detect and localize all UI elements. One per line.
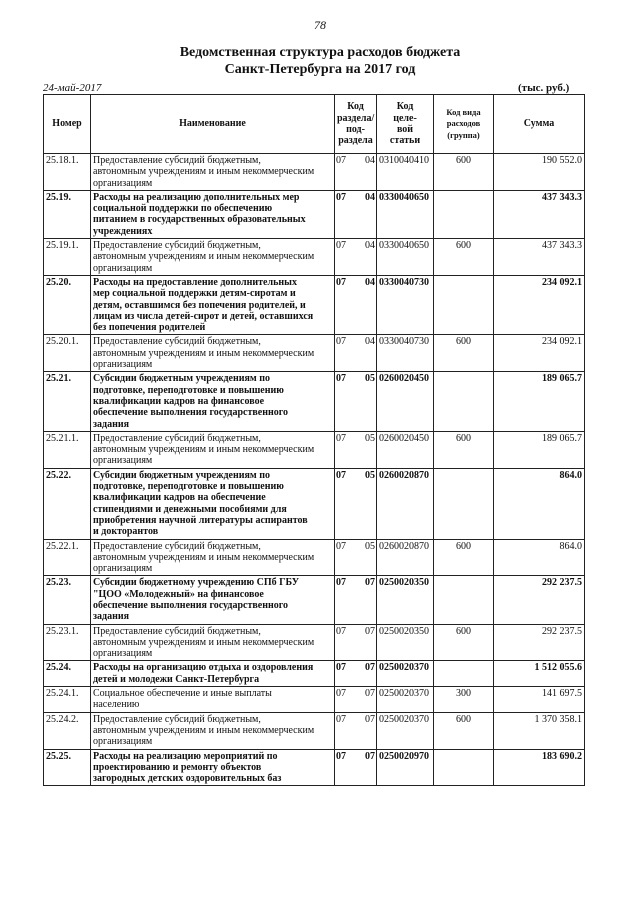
header-section-line: под-: [346, 124, 365, 135]
row-number: 25.24.: [44, 661, 91, 687]
row-name-line: задания: [93, 418, 130, 430]
title-line-1: Ведомственная структура расходов бюджета: [179, 45, 461, 60]
row-sum: 190 552.0: [494, 154, 585, 191]
row-name-line: "ЦОО «Молодежный» на финансовое: [93, 588, 264, 600]
row-article-code: 0330040730: [377, 335, 434, 372]
row-subsection: 05: [365, 373, 375, 385]
header-article-line: статьи: [389, 135, 421, 147]
row-expense-type: 600: [434, 539, 494, 576]
row-name: [91, 712, 335, 749]
header-article-line: Код: [396, 101, 414, 113]
row-name: [91, 335, 335, 372]
row-name-line: обеспечение выполнения государственного: [93, 407, 289, 419]
row-name: [91, 239, 335, 276]
row-section-code: [335, 624, 377, 661]
row-sum: 183 690.2: [494, 749, 585, 786]
row-article-code: 0330040650: [377, 190, 434, 238]
table-row: [44, 712, 585, 749]
row-section-code: [335, 335, 377, 372]
row-name-line: населению: [93, 699, 140, 711]
row-section: 07: [336, 540, 346, 552]
row-section-code: [335, 712, 377, 749]
document-date: 24-май-2017: [43, 82, 102, 94]
table-row: [44, 624, 585, 661]
row-number: 25.23.1.: [44, 624, 91, 661]
row-expense-type: [434, 576, 494, 624]
row-subsection: 04: [365, 336, 375, 348]
row-name-line: организациям: [93, 455, 153, 467]
row-name-line: Расходы на организацию отдыха и оздоровления: [93, 662, 314, 674]
row-name-line: организациям: [93, 648, 153, 660]
row-expense-type: [434, 661, 494, 687]
row-sum: 234 092.1: [494, 335, 585, 372]
row-expense-type: 600: [434, 712, 494, 749]
row-section-code: [335, 372, 377, 431]
row-section-code: [335, 539, 377, 576]
row-name-line: детям, оставшимся без попечения родителей, и: [93, 299, 306, 311]
row-number: 25.21.: [44, 372, 91, 431]
row-name-line: Предоставление субсидий бюджетным,: [93, 336, 261, 348]
page-number: 78: [314, 18, 326, 32]
units-label: (тыс. руб.): [518, 82, 570, 94]
row-number: 25.23.: [44, 576, 91, 624]
row-expense-type: 300: [434, 687, 494, 713]
row-section: 07: [336, 240, 346, 252]
row-article-code: 0250020370: [377, 661, 434, 687]
table-row: [44, 576, 585, 624]
row-section: 07: [336, 155, 346, 166]
row-expense-type: 600: [434, 335, 494, 372]
row-name: [91, 372, 335, 431]
row-sum: 141 697.5: [494, 687, 585, 713]
row-subsection: 07: [365, 662, 375, 674]
row-section: 07: [336, 713, 346, 725]
row-section: 07: [336, 750, 346, 762]
row-name: [91, 576, 335, 624]
row-name-line: Предоставление субсидий бюджетным,: [93, 155, 261, 166]
header-expense-type: [434, 95, 494, 154]
table-row: [44, 431, 585, 468]
header-expense-line: расходов: [446, 118, 481, 129]
row-section-code: [335, 661, 377, 687]
row-name-line: квалификации кадров на финансовое: [93, 395, 265, 407]
header-number: Номер: [44, 95, 91, 154]
row-subsection: 07: [365, 750, 375, 762]
table-row: [44, 154, 585, 191]
row-sum: 189 065.7: [494, 372, 585, 431]
row-sum: 292 237.5: [494, 624, 585, 661]
row-subsection: 07: [365, 577, 375, 589]
row-section-code: [335, 576, 377, 624]
row-sum: 437 343.3: [494, 190, 585, 238]
row-name: [91, 154, 335, 191]
row-sum: 1 370 358.1: [494, 712, 585, 749]
row-subsection: 05: [365, 540, 375, 552]
row-subsection: 05: [365, 432, 375, 444]
row-name-line: приобретения научной литературы аспирантов: [93, 514, 308, 526]
row-name-line: автономным учреждениям и иным некоммерческим: [93, 166, 315, 178]
row-number: 25.25.: [44, 749, 91, 786]
row-section-code: [335, 190, 377, 238]
row-name: [91, 275, 335, 334]
row-section: 07: [336, 191, 346, 203]
row-article-code: 0250020370: [377, 712, 434, 749]
row-number: 25.19.1.: [44, 239, 91, 276]
row-number: 25.24.1.: [44, 687, 91, 713]
row-article-code: 0330040650: [377, 239, 434, 276]
row-expense-type: 600: [434, 154, 494, 191]
header-section-line: раздела/: [337, 112, 375, 124]
row-expense-type: [434, 190, 494, 238]
row-name-line: организациям: [93, 359, 153, 371]
table-row: [44, 539, 585, 576]
row-name-line: Предоставление субсидий бюджетным,: [93, 713, 261, 725]
row-article-code: 0260020870: [377, 468, 434, 539]
row-name-line: квалификации кадров на обеспечение: [93, 492, 266, 504]
row-name: [91, 468, 335, 539]
row-name-line: питанием в государственных образовательных: [93, 214, 306, 226]
table-row: [44, 661, 585, 687]
row-name-line: автономным учреждениям и иным некоммерческим: [93, 636, 315, 648]
row-subsection: 04: [365, 155, 375, 166]
row-name-line: проектированию и ремонту объектов: [93, 761, 262, 773]
row-name-line: Субсидии бюджетным учреждениям по: [93, 373, 270, 385]
row-section: 07: [336, 432, 346, 444]
row-name-line: Предоставление субсидий бюджетным,: [93, 432, 261, 444]
row-number: 25.20.1.: [44, 335, 91, 372]
row-section-code: [335, 749, 377, 786]
row-name: [91, 624, 335, 661]
row-subsection: 04: [365, 191, 375, 203]
row-name-line: Предоставление субсидий бюджетным,: [93, 625, 261, 637]
row-section-code: [335, 275, 377, 334]
row-name-line: обеспечение выполнения государственного: [93, 599, 289, 611]
row-article-code: 0250020350: [377, 624, 434, 661]
row-name-line: организациям: [93, 262, 153, 274]
row-number: 25.20.: [44, 275, 91, 334]
header-article-line: целе-: [393, 112, 417, 124]
header-section-line: раздела: [338, 135, 373, 147]
row-name-line: стипендиями и денежными пособиями для: [93, 503, 287, 515]
row-article-code: 0260020450: [377, 372, 434, 431]
row-number: 25.21.1.: [44, 431, 91, 468]
row-name-line: без попечения родителей: [93, 322, 206, 334]
row-name-line: задания: [93, 611, 130, 623]
row-name-line: Предоставление субсидий бюджетным,: [93, 540, 261, 552]
row-section: 07: [336, 577, 346, 589]
row-name-line: организациям: [93, 563, 153, 575]
header-expense-line: Код вида: [446, 107, 481, 118]
row-name-line: Расходы на предоставление дополнительных: [93, 276, 297, 288]
row-name-line: организациям: [93, 177, 153, 189]
row-name-line: лицам из числа детей-сирот и детей, оставшихся: [93, 310, 314, 322]
row-expense-type: [434, 468, 494, 539]
row-article-code: 0250020970: [377, 749, 434, 786]
row-subsection: 04: [365, 276, 375, 288]
table-row: [44, 687, 585, 713]
table-body: [44, 154, 585, 786]
row-name-line: Предоставление субсидий бюджетным,: [93, 240, 261, 252]
row-number: 25.22.1.: [44, 539, 91, 576]
row-name-line: Субсидии бюджетным учреждениям по: [93, 469, 270, 481]
header-article-line: вой: [396, 124, 414, 135]
row-name-line: Субсидии бюджетному учреждению СПб ГБУ: [93, 577, 300, 589]
table-row: [44, 239, 585, 276]
row-article-code: 0330040730: [377, 275, 434, 334]
row-number: 25.18.1.: [44, 154, 91, 191]
row-section: 07: [336, 625, 346, 637]
row-name-line: детей и молодежи Санкт-Петербурга: [93, 673, 260, 685]
table-row: [44, 749, 585, 786]
row-sum: 1 512 055.6: [494, 661, 585, 687]
row-name-line: автономным учреждениям и иным некоммерческим: [93, 251, 315, 263]
row-subsection: 07: [365, 713, 375, 725]
row-name-line: подготовке, переподготовке и повышению: [93, 384, 284, 396]
row-name: [91, 190, 335, 238]
row-name-line: автономным учреждениям и иным некоммерческим: [93, 347, 315, 359]
row-section: 07: [336, 662, 346, 674]
header-article-code: [377, 95, 434, 154]
row-name: [91, 661, 335, 687]
row-number: 25.22.: [44, 468, 91, 539]
row-sum: 189 065.7: [494, 431, 585, 468]
row-subsection: 05: [365, 469, 375, 481]
header-expense-line: (группа): [447, 129, 480, 140]
row-expense-type: [434, 749, 494, 786]
row-sum: 234 092.1: [494, 275, 585, 334]
row-subsection: 04: [365, 240, 375, 252]
header-section-line: Код: [347, 101, 364, 113]
table-row: [44, 468, 585, 539]
row-name-line: автономным учреждениям и иным некоммерческим: [93, 551, 315, 563]
row-name-line: подготовке, переподготовке и повышению: [93, 481, 284, 493]
row-name: [91, 749, 335, 786]
row-article-code: 0250020350: [377, 576, 434, 624]
row-section: 07: [336, 373, 346, 385]
row-name-line: и докторантов: [93, 526, 159, 538]
row-section-code: [335, 468, 377, 539]
row-expense-type: 600: [434, 624, 494, 661]
row-section-code: [335, 431, 377, 468]
row-number: 25.24.2.: [44, 712, 91, 749]
row-name-line: организациям: [93, 736, 153, 748]
row-section: 07: [336, 469, 346, 481]
table-header-row: [44, 95, 585, 154]
row-name-line: Расходы на реализацию дополнительных мер: [93, 191, 300, 203]
title-line-2: Санкт-Петербурга на 2017 год: [224, 62, 416, 77]
table-row: [44, 190, 585, 238]
row-name-line: автономным учреждениям и иным некоммерческим: [93, 724, 315, 736]
row-sum: 437 343.3: [494, 239, 585, 276]
row-name-line: учреждениях: [93, 225, 153, 237]
row-article-code: 0260020870: [377, 539, 434, 576]
table-row: [44, 372, 585, 431]
row-number: 25.19.: [44, 190, 91, 238]
row-section-code: [335, 687, 377, 713]
row-expense-type: 600: [434, 239, 494, 276]
row-expense-type: 600: [434, 431, 494, 468]
row-name-line: Расходы на реализацию мероприятий по: [93, 750, 278, 762]
row-expense-type: [434, 372, 494, 431]
row-name-line: загородных детских оздоровительных баз: [93, 773, 282, 785]
row-expense-type: [434, 275, 494, 334]
row-sum: 292 237.5: [494, 576, 585, 624]
row-section-code: [335, 239, 377, 276]
row-section: 07: [336, 688, 346, 700]
row-name-line: социальной поддержки по обеспечению: [93, 203, 273, 215]
row-article-code: 0310040410: [377, 154, 434, 191]
row-subsection: 07: [365, 625, 375, 637]
row-name-line: автономным учреждениям и иным некоммерческим: [93, 444, 315, 456]
row-name: [91, 431, 335, 468]
row-section: 07: [336, 336, 346, 348]
row-name: [91, 687, 335, 713]
header-sum: Сумма: [494, 95, 585, 154]
row-article-code: 0260020450: [377, 431, 434, 468]
row-article-code: 0250020370: [377, 687, 434, 713]
page-title: [0, 44, 640, 78]
row-name-line: мер социальной поддержки детям-сиротам и: [93, 288, 296, 300]
row-section-code: [335, 154, 377, 191]
row-sum: 864.0: [494, 468, 585, 539]
row-sum: 864.0: [494, 539, 585, 576]
expense-table: [43, 94, 585, 786]
header-section-code: [335, 95, 377, 154]
row-name-line: Социальное обеспечение и иные выплаты: [93, 688, 272, 700]
table-row: [44, 275, 585, 334]
row-section: 07: [336, 276, 346, 288]
row-name: [91, 539, 335, 576]
header-name: Наименование: [91, 95, 335, 154]
table-row: [44, 335, 585, 372]
row-subsection: 07: [365, 688, 375, 700]
